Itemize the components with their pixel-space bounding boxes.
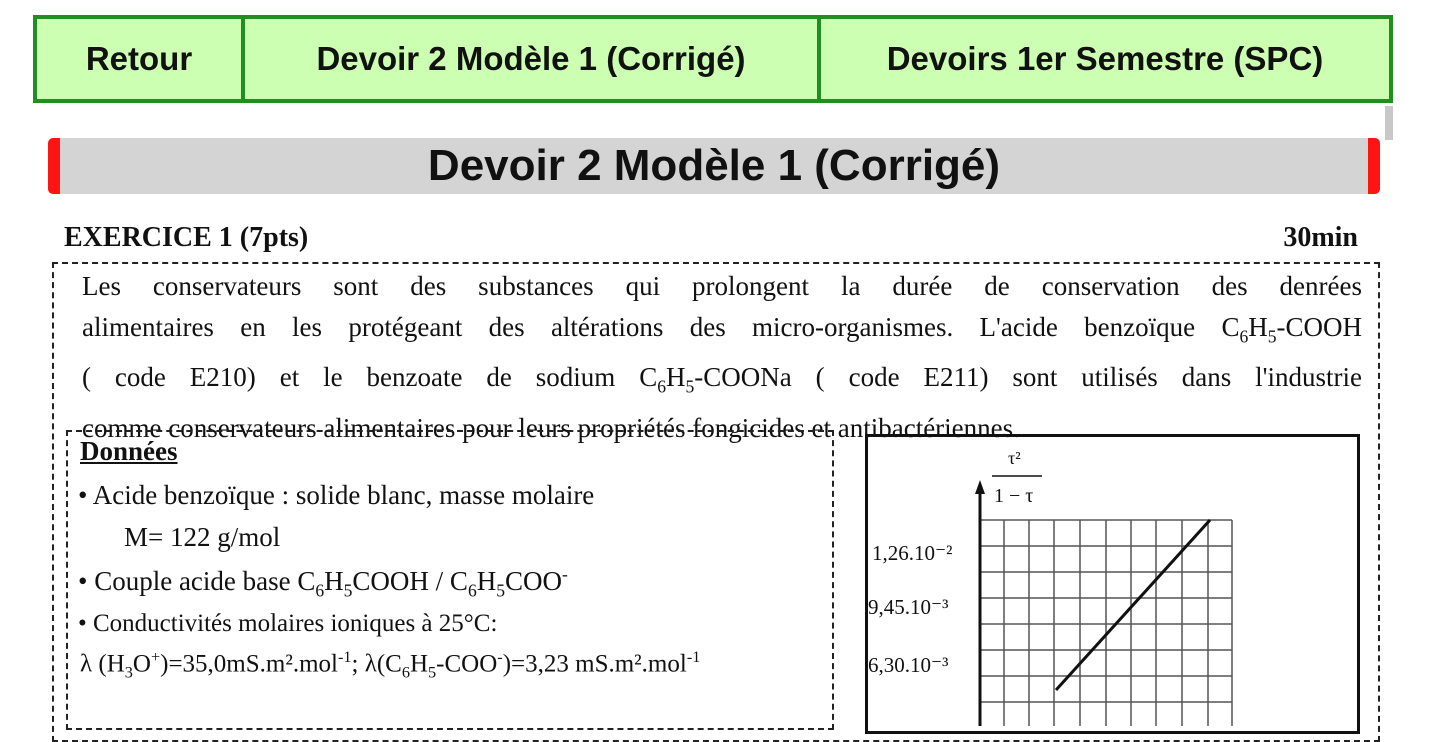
intro-line-3-text-b: -COONa ( code E211) sont utilisés dans l'industrie: [694, 362, 1362, 393]
scrollbar-thumb[interactable]: [1385, 106, 1393, 140]
tau-graph: [866, 436, 1358, 726]
intro-line-3: ( code E210) et le benzoate de sodium $C_6H_5$-COONa ( code E211) sont utilisés dans l'industrie: [82, 362, 1362, 397]
y-tick-label-3: 6,30.10⁻³: [868, 653, 949, 677]
data-line-acid-base-couple: • Couple acide base $C_6H_5COOH / C_6H_5COO^-$: [78, 564, 568, 601]
exercise-duration: 30min: [1283, 222, 1358, 253]
intro-line-4: comme conservateurs alimentaires pour leurs propriétés fongicides et antibactériennes.: [82, 412, 1020, 443]
data-line-couple-text: • Couple acide base C: [78, 566, 316, 596]
intro-line-2-text: alimentaires en les protégeant des altérations des micro-organismes. L'acide benzoïque C: [82, 312, 1240, 342]
data-line-molar-mass-value: M= 122 g/mol: [124, 522, 281, 552]
top-navigation: [33, 15, 1393, 103]
graph-grid: [980, 520, 1232, 726]
data-line-lambda-values: λ $(H_3O^+)=35,0mS.m^2.mol^{-1}$; $\lambda(C_6H_5-COO^-)=3,23$ mS.m².mol$^{-1}$: [80, 648, 701, 682]
back-button[interactable]: Retour: [33, 15, 245, 103]
y-axis-arrow-icon: [975, 480, 985, 494]
data-line-molar-mass: • Acide benzoïque : solide blanc, masse molaire: [78, 480, 595, 510]
y-tick-label-1: 1,26.10⁻²: [872, 541, 953, 565]
semester-assignments-button[interactable]: Devoirs 1er Semestre (SPC): [817, 15, 1393, 103]
y-tick-label-2: 9,45.10⁻³: [868, 595, 949, 619]
intro-line-1: Les conservateurs sont des substances qui prolongent la durée de conservation des denrées: [82, 271, 1362, 301]
data-title: Données: [80, 436, 178, 466]
current-page-button[interactable]: Devoir 2 Modèle 1 (Corrigé): [241, 15, 821, 103]
exercise-title: EXERCICE 1 (7pts): [64, 222, 309, 253]
page-title-bar: [48, 138, 1380, 194]
exercise-intro: [82, 266, 1362, 449]
data-line-conductivities: • Conductivités molaires ioniques à 25°C:: [78, 610, 498, 637]
intro-line-2: alimentaires en les protégeant des altérations des micro-organismes. L'acide benzoïque $C_6H_5$-COOH: [82, 312, 1362, 347]
axis-label-denominator: 1 − τ: [994, 485, 1034, 507]
axis-label-numerator: τ²: [1008, 448, 1021, 468]
page-title: Devoir 2 Modèle 1 (Corrigé): [427, 141, 1001, 190]
intro-line-3-text-a: ( code E210) et le benzoate de sodium C: [82, 362, 658, 393]
